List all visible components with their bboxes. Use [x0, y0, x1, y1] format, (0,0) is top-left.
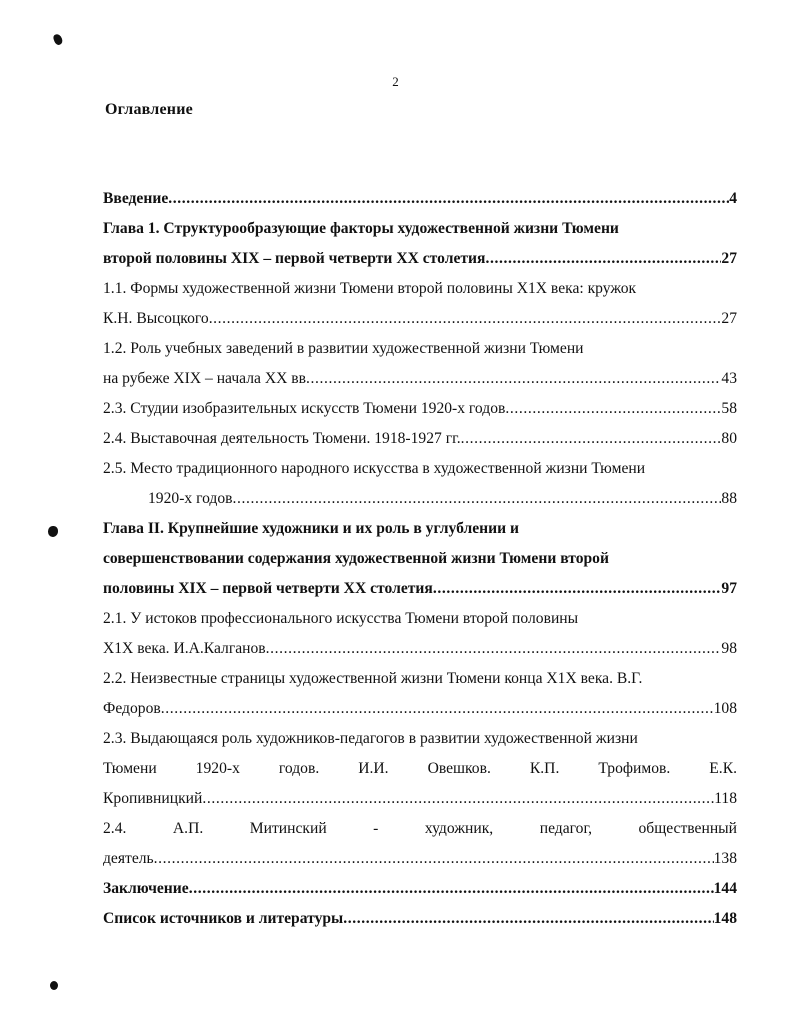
toc-leader-dots	[202, 784, 714, 814]
toc-leader-dots	[161, 694, 714, 724]
toc-leader-dots	[343, 904, 713, 934]
toc-leader-dots	[168, 184, 729, 214]
toc-entry-section-2-3	[103, 394, 737, 424]
toc-entry-introduction	[103, 184, 737, 214]
toc-entry-title: 2.5. Место традиционного народного искусства в художественной жизни Тюмени	[103, 460, 646, 477]
page-number: 2	[392, 74, 399, 89]
toc-entry-title: 2.3. Выдающаяся роль художников-педагогов в развитии художественной жизни	[103, 730, 638, 747]
toc-entry-title: Федоров	[103, 700, 161, 717]
toc-leader-dots	[154, 844, 714, 874]
toc-entry-title: Кропивницкий	[103, 790, 203, 807]
toc-entry-title: Введение	[103, 190, 169, 207]
toc-entry-section-1-1	[103, 274, 737, 304]
toc-entry-title: 2.1. У истоков профессионального искусства Тюмени второй половины	[103, 610, 579, 627]
toc-entry-title: 1.1. Формы художественной жизни Тюмени второй половины Х1Х века: кружок	[103, 280, 637, 297]
toc-entry-chapter-1	[103, 214, 737, 244]
toc-entry-title: К.Н. Высоцкого	[103, 310, 209, 327]
toc-entry-title: половины XIX – первой четверти XX столетия	[103, 580, 433, 597]
toc-entry-conclusion	[103, 874, 737, 904]
toc-entry-page: 97	[721, 580, 737, 597]
toc-entry-chapter-2	[103, 514, 737, 544]
toc-leader-dots	[461, 424, 722, 454]
toc-entry-page: 118	[714, 790, 737, 807]
scan-speck	[48, 526, 58, 537]
toc-heading: Оглавление	[105, 101, 193, 118]
toc-entry-section-2-5	[103, 454, 737, 484]
scan-speck	[52, 33, 63, 46]
toc-entry-page: 27	[721, 250, 737, 267]
toc-entry-title: 1920-х годов	[148, 490, 233, 507]
toc-entry-page: 58	[721, 400, 737, 417]
toc-entry-title: 2.3. Студии изобразительных искусств Тюмени 1920-х годов	[103, 400, 506, 417]
toc-entry-page: 43	[721, 370, 737, 387]
toc-leader-dots	[485, 244, 721, 274]
toc-entry-section-2-2-cont	[103, 694, 737, 724]
toc-entry-page: 148	[713, 910, 737, 927]
toc-entry-section-1-1-cont	[103, 304, 737, 334]
toc-entry-page: 144	[713, 880, 737, 897]
toc-entry-section-2-4b: 2.4. А.П. Митинский - художник, педагог, общественный	[103, 820, 737, 837]
toc-entry-title: 2.2. Неизвестные страницы художественной жизни Тюмени конца Х1Х века. В.Г.	[103, 670, 643, 687]
toc-leader-dots	[209, 304, 722, 334]
toc-entry-title: 1.2. Роль учебных заведений в развитии художественной жизни Тюмени	[103, 340, 584, 357]
toc-entry-title: на рубеже XIX – начала XX вв	[103, 370, 306, 387]
toc-entry-page: 108	[713, 700, 737, 717]
toc-entry-page: 27	[721, 310, 737, 327]
toc-entry-title: 2.4. Выставочная деятельность Тюмени. 1918-1927 гг.	[103, 430, 461, 447]
toc-leader-dots	[233, 484, 722, 514]
toc-entry-section-2-5-cont	[103, 484, 737, 514]
toc-entry-title: второй половины XIX – первой четверти XX столетия	[103, 250, 486, 267]
toc-entry-title: Глава 1. Структурообразующие факторы художественной жизни Тюмени	[103, 220, 619, 237]
toc-entry-page: 80	[721, 430, 737, 447]
toc-entry-chapter-2-cont2	[103, 574, 737, 604]
toc-leader-dots	[433, 574, 722, 604]
toc-entry-title: Список источников и литературы	[103, 910, 344, 927]
toc-leader-dots	[266, 634, 722, 664]
toc-entry-section-1-2-cont	[103, 364, 737, 394]
toc-entry-title: Заключение	[103, 880, 189, 897]
toc-entry-section-2-2	[103, 664, 737, 694]
table-of-contents	[103, 184, 737, 934]
toc-entry-section-2-1-cont	[103, 634, 737, 664]
scan-speck	[50, 981, 58, 990]
toc-entry-section-2-4	[103, 424, 737, 454]
toc-entry-section-2-4b-cont	[103, 844, 737, 874]
toc-entry-title: деятель	[103, 850, 154, 867]
toc-entry-title: совершенствовании содержания художественной жизни Тюмени второй	[103, 550, 609, 567]
toc-entry-page: 138	[713, 850, 737, 867]
toc-entry-bibliography	[103, 904, 737, 934]
toc-entry-page: 88	[721, 490, 737, 507]
toc-entry-section-1-2	[103, 334, 737, 364]
toc-entry-title: Глава II. Крупнейшие художники и их роль в углублении и	[103, 520, 520, 537]
toc-entry-section-2-1	[103, 604, 737, 634]
toc-entry-chapter-1-cont	[103, 244, 737, 274]
toc-entry-section-2-3b-cont2	[103, 784, 737, 814]
toc-entry-chapter-2-cont	[103, 544, 737, 574]
toc-entry-section-2-3b-cont: Тюмени 1920-х годов. И.И. Овешков. К.П. Трофимов. Е.К.	[103, 760, 737, 777]
toc-leader-dots	[505, 394, 721, 424]
toc-entry-section-2-3b	[103, 724, 737, 754]
toc-entry-page: 98	[721, 640, 737, 657]
toc-entry-title: Х1Х века. И.А.Калганов	[103, 640, 266, 657]
toc-leader-dots	[306, 364, 721, 394]
toc-entry-page: 4	[729, 190, 737, 207]
toc-leader-dots	[189, 874, 714, 904]
